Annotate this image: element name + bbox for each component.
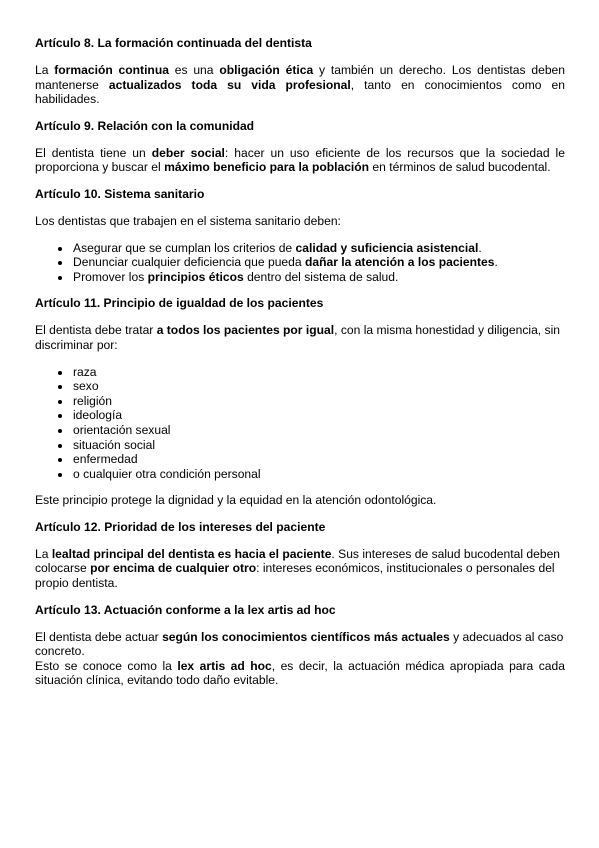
article-12-heading: Artículo 12. Prioridad de los intereses del paciente [35,519,326,534]
bold-phrase: máximo beneficio para la población [164,160,370,175]
article-9-paragraph: El dentista tiene un deber social: hacer un uso eficiente de los recursos que la sociedad le proporciona y buscar el máximo beneficio para la población en términos de salud bucodental. [35,145,565,175]
bold-phrase: lex artis ad hoc [177,658,272,673]
article-10-list [35,241,565,285]
bold-phrase: principios éticos [147,269,244,284]
bold-phrase: calidad y suficiencia asistencial [295,240,479,255]
bold-phrase: deber social [151,145,225,160]
bold-phrase: por encima de cualquier otro [90,561,257,576]
list-item: • Denunciar cualquier deficiencia que pueda dañar la atención a los pacientes. [72,255,565,270]
bold-phrase: según los conocimientos científicos más actuales [162,629,450,644]
article-13-heading: Artículo 13. Actuación conforme a la lex artis ad hoc [35,602,336,617]
list-item: • Promover los principios éticos dentro del sistema de salud. [72,270,565,285]
article-11-list [35,365,565,482]
article-13-paragraph-1: El dentista debe actuar según los conocimientos científicos más actuales y adecuados al caso concreto. [35,629,564,659]
list-item: • Asegurar que se cumplan los criterios de calidad y suficiencia asistencial. [72,241,565,256]
bold-phrase: lealtad principal del dentista es hacia el paciente [51,546,332,561]
article-11-closing: Este principio protege la dignidad y la equidad en la atención odontológica. [35,493,437,508]
list-item: • religión [72,394,565,409]
article-11-paragraph: El dentista debe tratar a todos los pacientes por igual, con la misma honestidad y diligencia, sin discriminar por: [35,323,560,352]
bold-phrase: dañar la atención a los pacientes [304,255,495,270]
article-11-heading: Artículo 11. Principio de igualdad de los pacientes [35,296,324,311]
article-13-paragraph-2: Esto se conoce como la lex artis ad hoc, es decir, la actuación médica apropiada para cada situación clínica, evitando todo daño evitable. [35,658,565,688]
bold-phrase: actualizados toda su vida profesional [108,77,351,92]
document-page [35,36,565,688]
list-item: • ideología [72,408,565,423]
list-item: • sexo [72,379,565,394]
bold-phrase: formación continua [54,63,169,77]
article-10-heading: Artículo 10. Sistema sanitario [35,186,205,201]
bold-phrase: obligación ética [219,63,314,77]
list-item: • orientación sexual [72,423,565,438]
list-item: • enfermedad [72,452,565,467]
list-item: • raza [72,365,565,380]
article-10-intro: Los dentistas que trabajen en el sistema sanitario deben: [35,213,341,228]
article-8-heading: Artículo 8. La formación continuada del dentista [35,36,312,50]
article-9-heading: Artículo 9. Relación con la comunidad [35,118,255,133]
article-12-paragraph: La lealtad principal del dentista es hacia el paciente. Sus intereses de salud bucodental deben colocarse por encima de cualquier otro: intereses económicos, institucionales o personales del propio dentista. [35,546,561,591]
bold-phrase: a todos los pacientes por igual [156,323,335,338]
list-item: • situación social [72,438,565,453]
article-8-paragraph: La formación continua es una obligación ética y también un derecho. Los dentistas deben mantenerse actualizados toda su vida profesional, tanto en conocimientos como en habilidades. [35,63,565,107]
list-item: • o cualquier otra condición personal [72,467,565,482]
